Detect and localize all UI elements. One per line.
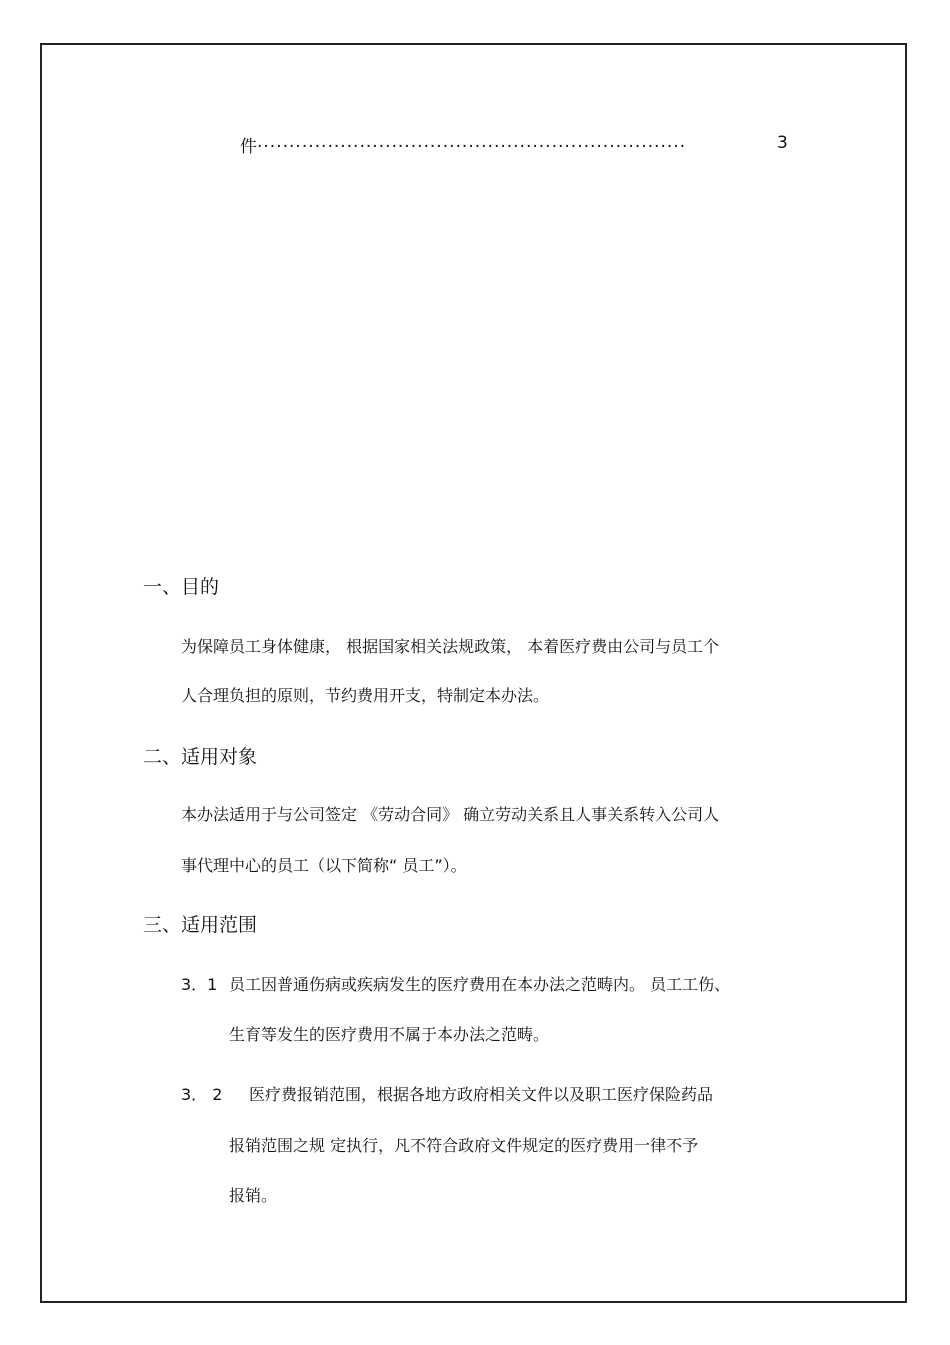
toc-entry-text: 件 <box>240 137 257 157</box>
clause-line: 报销范围之规 定执行，凡不符合政府文件规定的医疗费用一律不予 <box>229 1136 699 1155</box>
section-heading-applicable-objects: 二、适用对象 <box>143 746 258 768</box>
toc-entry <box>240 132 686 157</box>
clause-number: 3． 2 <box>181 1085 223 1104</box>
clause-line: 报销。 <box>229 1186 278 1205</box>
toc-leader-dots: ··································································· <box>257 137 687 157</box>
clause-line: 医疗费报销范围，根据各地方政府相关文件以及职工医疗保险药品 <box>249 1085 714 1104</box>
page-border <box>40 43 907 1303</box>
clause-number: 3．1 <box>181 975 218 994</box>
paragraph-line: 事代理中心的员工（以下简称“ 员工”）。 <box>181 856 467 875</box>
clause-line: 生育等发生的医疗费用不属于本办法之范畴。 <box>229 1025 550 1044</box>
paragraph-line: 为保障员工身体健康， 根据国家相关法规政策， 本着医疗费由公司与员工个 <box>181 637 720 656</box>
toc-page-number: 3 <box>777 133 788 153</box>
clause-line: 员工因普通伤病或疾病发生的医疗费用在本办法之范畴内。 员工工伤、 <box>229 975 731 994</box>
section-heading-purpose: 一、目的 <box>143 576 220 598</box>
paragraph-line: 人合理负担的原则，节约费用开支，特制定本办法。 <box>181 686 550 705</box>
section-heading-applicable-scope: 三、适用范围 <box>143 914 258 936</box>
paragraph-line: 本办法适用于与公司签定 《劳动合同》 确立劳动关系且人事关系转入公司人 <box>181 805 720 824</box>
